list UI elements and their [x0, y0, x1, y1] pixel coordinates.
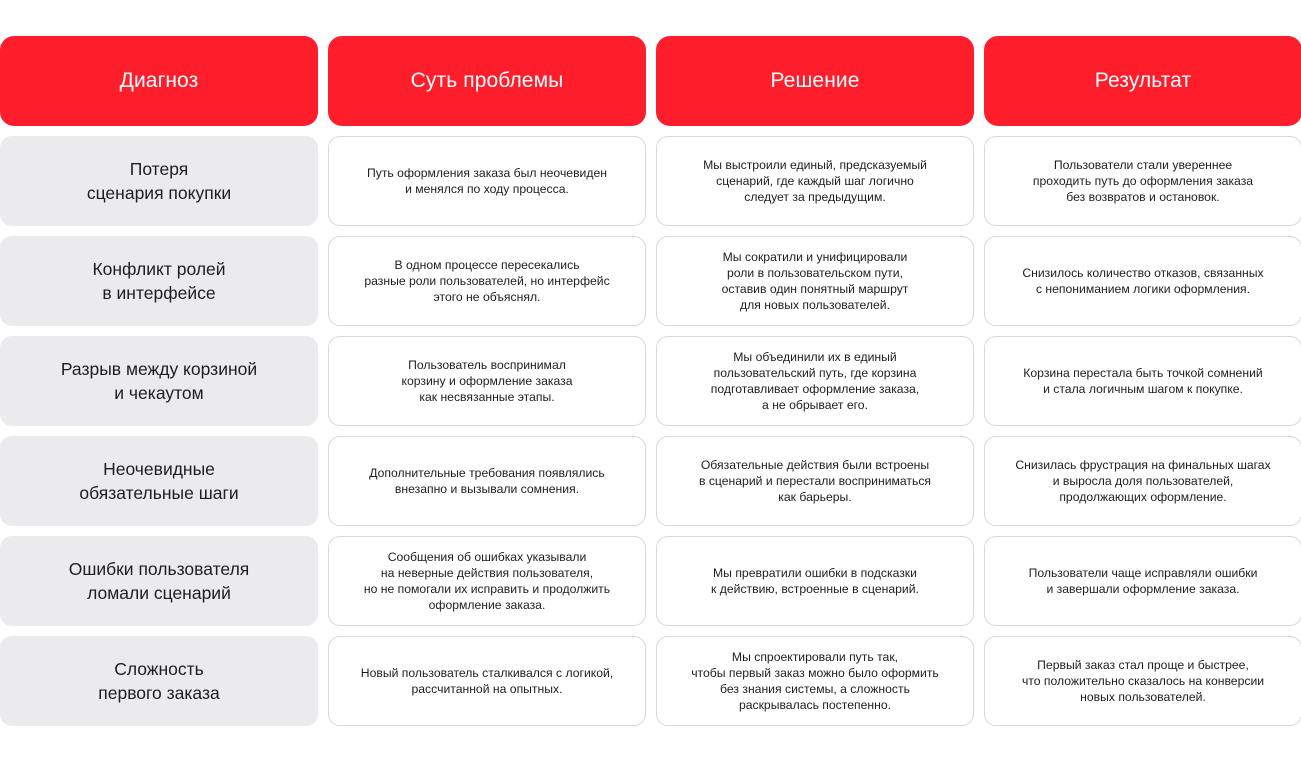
header-diagnosis: Диагноз — [0, 36, 318, 126]
solution-cell: Мы объединили их в единый пользовательский путь, где корзина подготавливает оформление заказа, а не обрывает его. — [656, 336, 974, 426]
problem-cell: Дополнительные требования появлялись внезапно и вызывали сомнения. — [328, 436, 646, 526]
solution-cell: Обязательные действия были встроены в сценарий и перестали восприниматься как барьеры. — [656, 436, 974, 526]
result-cell: Пользователи чаще исправляли ошибки и завершали оформление заказа. — [984, 536, 1301, 626]
problem-cell: В одном процессе пересекались разные роли пользователей, но интерфейс этого не объяснял. — [328, 236, 646, 326]
case-study-table — [0, 36, 1301, 726]
solution-cell: Мы сократили и унифицировали роли в пользовательском пути, оставив один понятный маршрут для новых пользователей. — [656, 236, 974, 326]
diagnosis-cell: Конфликт ролей в интерфейсе — [0, 236, 318, 326]
diagnosis-cell: Потеря сценария покупки — [0, 136, 318, 226]
problem-cell: Пользователь воспринимал корзину и оформление заказа как несвязанные этапы. — [328, 336, 646, 426]
solution-cell: Мы превратили ошибки в подсказки к действию, встроенные в сценарий. — [656, 536, 974, 626]
result-cell: Корзина перестала быть точкой сомнений и стала логичным шагом к покупке. — [984, 336, 1301, 426]
problem-cell: Сообщения об ошибках указывали на неверные действия пользователя, но не помогали их исправить и продолжить оформление заказа. — [328, 536, 646, 626]
diagnosis-cell: Неочевидные обязательные шаги — [0, 436, 318, 526]
result-cell: Снизилось количество отказов, связанных с непониманием логики оформления. — [984, 236, 1301, 326]
result-cell: Первый заказ стал проще и быстрее, что положительно сказалось на конверсии новых пользователей. — [984, 636, 1301, 726]
header-result: Результат — [984, 36, 1301, 126]
diagnosis-cell: Ошибки пользователя ломали сценарий — [0, 536, 318, 626]
diagnosis-cell: Сложность первого заказа — [0, 636, 318, 726]
diagnosis-cell: Разрыв между корзиной и чекаутом — [0, 336, 318, 426]
solution-cell: Мы выстроили единый, предсказуемый сценарий, где каждый шаг логично следует за предыдущим. — [656, 136, 974, 226]
header-solution: Решение — [656, 36, 974, 126]
problem-cell: Путь оформления заказа был неочевиден и менялся по ходу процесса. — [328, 136, 646, 226]
problem-cell: Новый пользователь сталкивался с логикой, рассчитанной на опытных. — [328, 636, 646, 726]
result-cell: Пользователи стали увереннее проходить путь до оформления заказа без возвратов и остановок. — [984, 136, 1301, 226]
solution-cell: Мы спроектировали путь так, чтобы первый заказ можно было оформить без знания системы, а сложность раскрывалась постепенно. — [656, 636, 974, 726]
header-problem: Суть проблемы — [328, 36, 646, 126]
result-cell: Снизилась фрустрация на финальных шагах и выросла доля пользователей, продолжающих оформление. — [984, 436, 1301, 526]
